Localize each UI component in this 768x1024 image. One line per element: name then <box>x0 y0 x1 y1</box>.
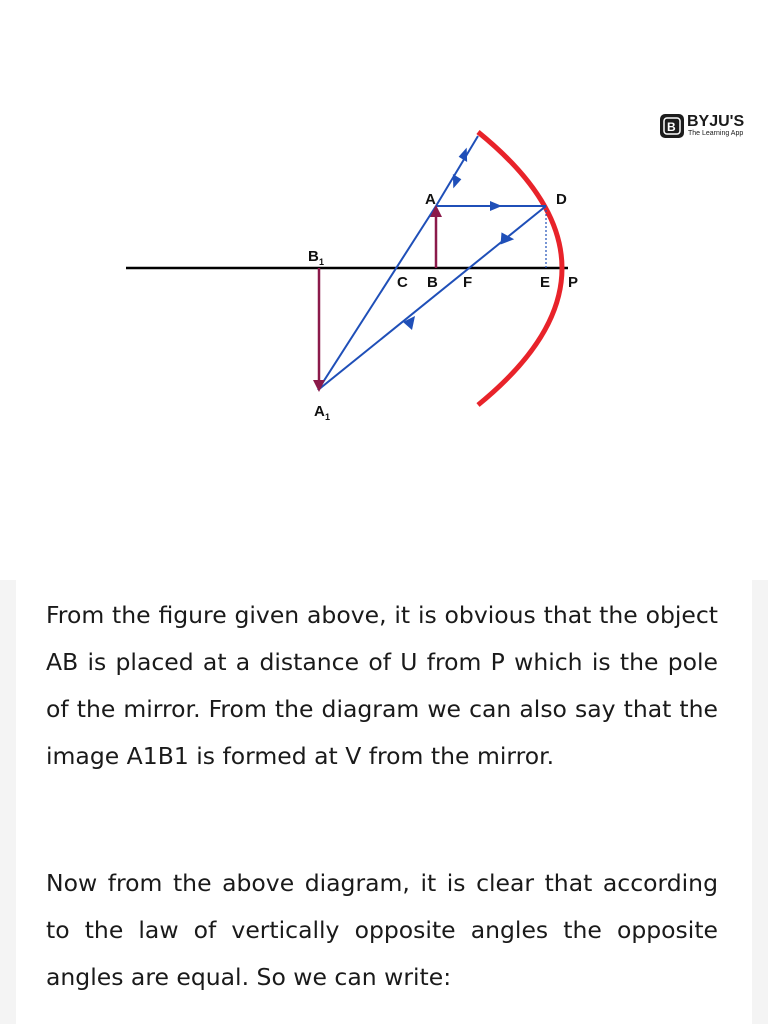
ray-d-through-f <box>318 206 546 390</box>
label-f: F <box>463 274 473 291</box>
label-b1: B <box>308 248 319 265</box>
text-panel <box>0 580 768 1024</box>
ray-arrow-parallel <box>490 201 502 211</box>
text-card <box>16 580 752 1024</box>
label-b: B <box>427 274 438 291</box>
label-p: P <box>568 274 579 291</box>
label-b1-subscript: 1 <box>319 257 325 267</box>
label-d: D <box>556 191 567 208</box>
label-e: E <box>540 274 551 291</box>
byjus-logo <box>660 114 760 144</box>
logo-mark-letter: B <box>667 120 676 134</box>
label-a1-subscript: 1 <box>325 412 331 422</box>
ray-arrow-top-2 <box>447 174 462 189</box>
paragraph-1: From the figure given above, it is obvious that the object AB is placed at a distance of U from P which is the pole of the mirror. From the diagram we can also say that the image A1B1 is formed at V from the mirror. <box>46 601 718 770</box>
label-a1: A <box>314 403 325 420</box>
label-c: C <box>397 274 408 291</box>
ray-arrow-reflected-2 <box>403 316 415 330</box>
paragraph-2: Now from the above diagram, it is clear that according to the law of vertically opposite angles the opposite angles are equal. So we can write: <box>46 869 718 991</box>
label-a: A <box>425 191 436 208</box>
byjus-logo-mark <box>660 114 684 138</box>
brand-tagline: The Learning App <box>688 130 744 137</box>
ray-through-c <box>318 206 436 390</box>
brand-name: BYJU'S <box>687 113 745 130</box>
ray-a-to-mirror-top <box>436 136 478 206</box>
